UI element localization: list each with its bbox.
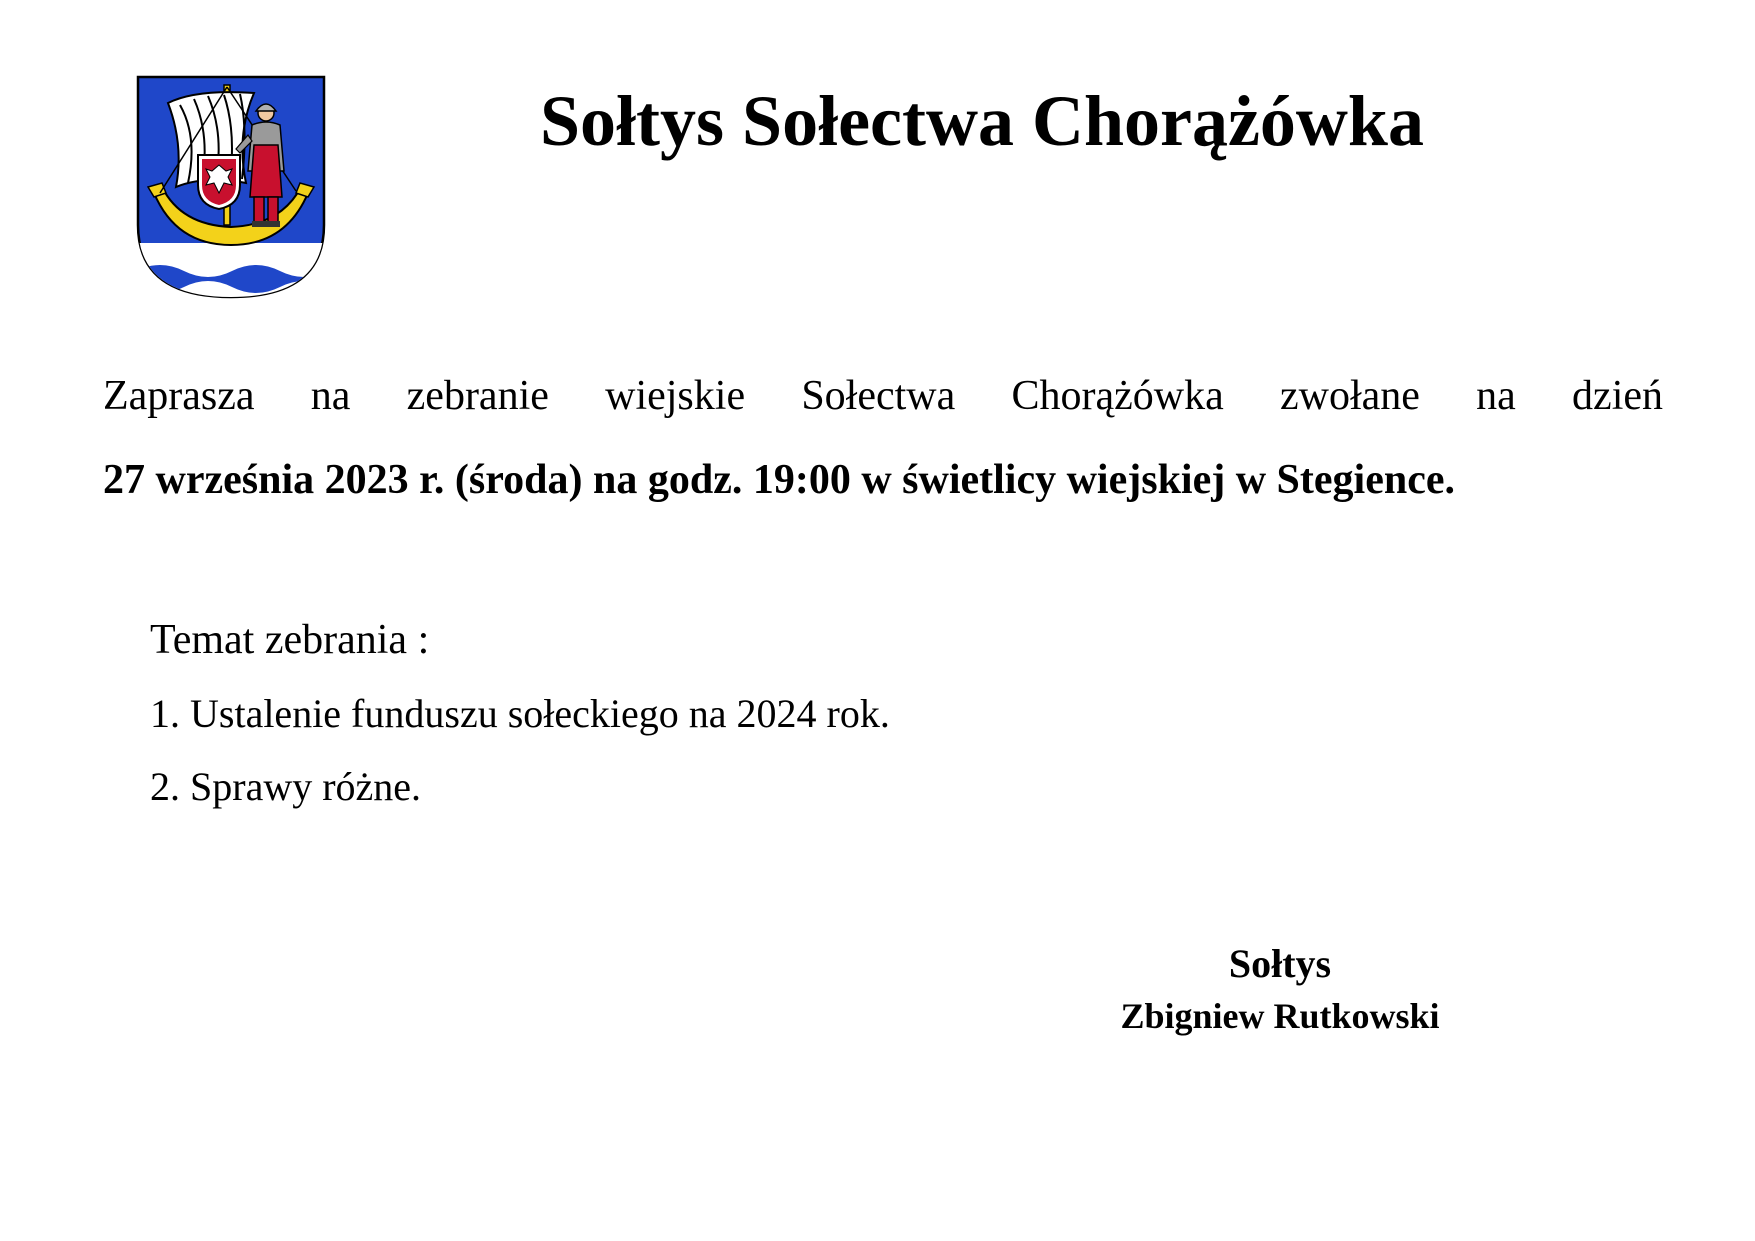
signature-role: Sołtys: [1228, 941, 1332, 986]
agenda-list: [150, 688, 890, 834]
agenda-item: 2. Sprawy różne.: [150, 764, 422, 809]
coat-of-arms-icon: [136, 75, 326, 300]
signature-name: Zbigniew Rutkowski: [1120, 996, 1440, 1036]
page-title: Sołtys Sołectwa Chorążówka: [540, 81, 1424, 161]
meeting-date-text: 27 września 2023 r. (środa) na godz. 19:00 w świetlicy wiejskiej w Stegience.: [103, 457, 1455, 503]
agenda-item: 1. Ustalenie funduszu sołeckiego na 2024 rok.: [150, 691, 890, 736]
agenda-title: Temat zebrania :: [150, 617, 430, 663]
invitation-text: Zaprasza na zebranie wiejskie Sołectwa Chorążówka zwołane na dzień: [103, 373, 1663, 419]
